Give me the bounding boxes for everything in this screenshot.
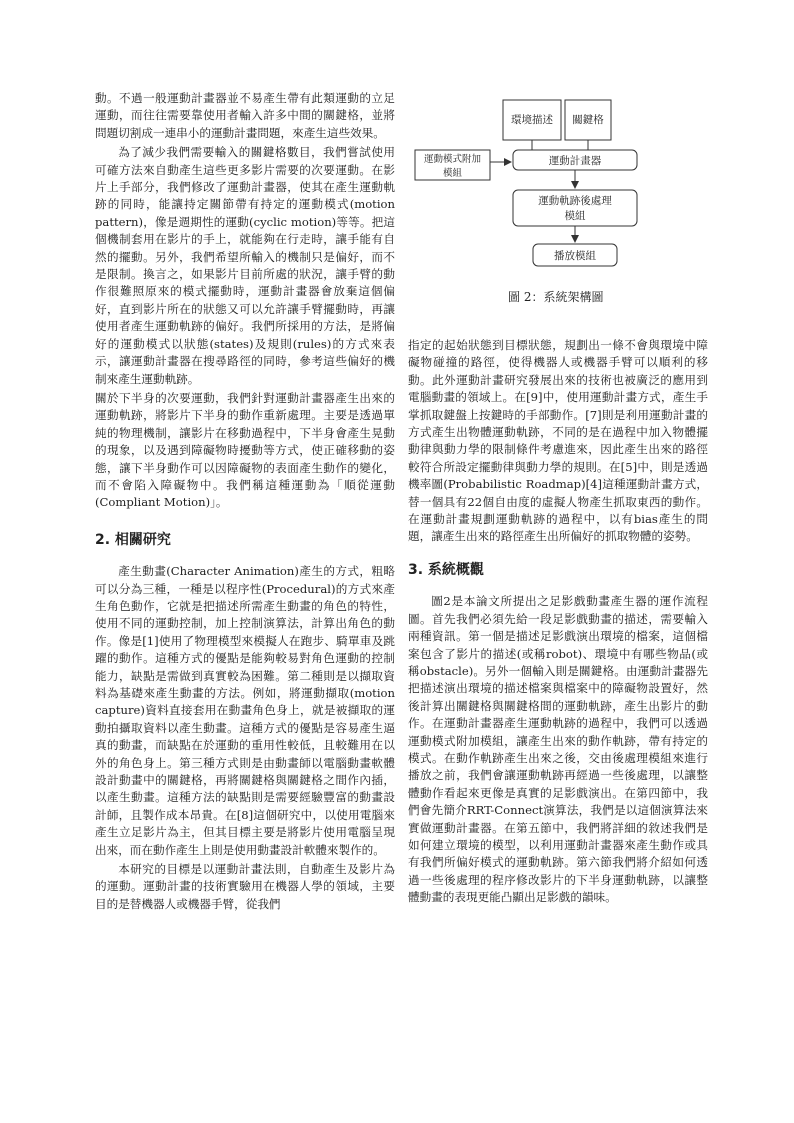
body-paragraph: 本研究的目標是以運動計畫法則，自動產生及影片為的運動。運動計畫的技術實驗用在機器人學的領域，主要目的是替機器人或機器手臂，從我們 bbox=[95, 862, 395, 911]
section-heading-related-work: 2. 相關研究 bbox=[95, 531, 171, 548]
env-description-label: 環境描述 bbox=[511, 114, 553, 126]
body-paragraph: 關於下半身的次要運動，我們針對運動計畫器產生出來的運動軌跡，將影片下半身的動作重新處理。主要是透過單純的物理機制，讓影片在移動過程中，下半身會產生晃動的現象，以及遇到障礙物時擾動等方式，使正確移動的姿態，讓下半身動作可以因障礙物的表面產生動作的變化，而不會陷入障礙物中。我們稱這種運動為「順從運動(Compliant Motion)」。 bbox=[95, 390, 395, 510]
left-column bbox=[95, 90, 395, 915]
figure-caption: 圖 2：系統架構圖 bbox=[508, 290, 604, 304]
pattern-module-label-2: 模組 bbox=[442, 168, 462, 179]
right-column bbox=[408, 337, 708, 909]
post-process-label-2: 模組 bbox=[564, 210, 586, 222]
keyframe-label: 關鍵格 bbox=[572, 114, 604, 126]
body-paragraph: 為了減少我們需要輸入的關鍵格數目，我們嘗試使用可確方法來自動產生這些更多影片需要的次要運動。在影片上手部分，我們修改了運動計畫器，使其在產生運動軌跡的同時，能讓持定關節帶有持定的運動模式(motion pattern)，像是週期性的運動(cyclic motion)等等。把這個機制套用在影片的手上，就能夠在行走時，讓手能有自然的擺動。另外，我們希望所輸入的機制只是偏好，而不是限制。換言之，如果影片目前所處的狀況，讓手臂的動作很難照原來的模式擺動時，運動計畫器會放棄這個偏好，直到影片所在的狀態又可以允許讓手臂擺動時，再讓使用者產生運動軌跡的偏好。我們所採用的方法，是將偏好的運動模式以狀態(states)及規則(rules)的方式來表示，讓運動計畫器在搜尋路徑的同時，參考這些偏好的機制來產生運動軌跡。 bbox=[95, 145, 395, 386]
pattern-module-label-1: 運動模式附加 bbox=[423, 154, 481, 165]
post-process-label-1: 運動軌跡後處理 bbox=[538, 195, 612, 207]
body-paragraph: 圖2是本論文所提出之足影戲動畫產生器的運作流程圖。首先我們必須先給一段足影戲動畫的描述，需要輸入兩種資訊。第一個是描述足影戲演出環境的檔案，這個檔案包含了影片的描述(或稱robot)、環境中有哪些物品(或稱obstacle)。另外一個輸入則是關鍵格。由運動計畫器先把描述演出環境的描述檔案與檔案中的障礙物設置好，然後計算出關鍵格與關鍵格間的運動軌跡，產生出影片的動作。在運動計畫器產生運動軌跡的過程中，我們可以透過運動模式附加模組，讓產生出來的動作軌跡，帶有持定的模式。在動作軌跡產生出來之後，交由後處理模組來進行播放之前，我們會讓運動軌跡再經過一些後處理，以讓整體動作看起來更像是真實的足影戲演出。在第四節中，我們會先簡介RRT-Connect演算法，我們是以這個演算法來實做運動計畫器。在第五節中，我們將詳細的敘述我們是如何建立環境的模型，以利用運動計畫器來產生動作或具有我們所偏好模式的運動軌跡。第六節我們將介紹如何透過一些後處理的程序修改影片的下半身運動軌跡，以讓整體動畫的表現更能凸顯出足影戲的韻味。 bbox=[408, 594, 708, 905]
section-heading-system-overview: 3. 系統概觀 bbox=[408, 561, 484, 578]
playback-label: 播放模組 bbox=[554, 250, 596, 262]
system-architecture-figure bbox=[405, 90, 715, 310]
body-paragraph: 產生動畫(Character Animation)產生的方式，粗略可以分為三種，一種是以程序性(Procedural)的方式來產生角色動作，它就是把描述所需產生動畫的角色的特性，使用不同的運動控制，加上控制演算法，計算出角色的動作。像是[1]使用了物理模型來模擬人在跑步、騎單車及跳躍的動作。這種方式的優點是能夠較易對角色運動的控制能力，缺點是需做到真實較為困難。第二種則是以擷取資料為基礎來產生動畫的方法。例如，將運動擷取(motion capture)資料直接套用在動畫角色身上，就是被擷取的運動拍攝取資料以產生動畫。這種方式的優點是容易產生逼真的動畫，而缺點在於運動的重用性較低，且較難用在以外的角色身上。第三種方式則是由動畫師以電腦動畫軟體設計動畫中的關鍵格，再將關鍵格與關鍵格之間作內插，以產生動畫。這種方法的缺點則是需要經驗豐富的動畫設計師，且製作成本昂貴。在[8]這個研究中，以使用電腦來產生立足影片為主，但其目標主要是將影片使用電腦呈現出來，而在動作產生上則是使用動畫設計軟體來製作的。 bbox=[95, 564, 395, 857]
motion-planner-label: 運動計畫器 bbox=[548, 155, 602, 167]
body-paragraph: 動。不過一般運動計畫器並不易產生帶有此類運動的立足運動，而往往需要靠使用者輸入許多中間的關鍵格，並將問題切割成一連串小的運動計畫問題，來產生這些效果。 bbox=[95, 91, 395, 140]
body-paragraph: 指定的起始狀態到目標狀態，規劃出一條不會與環境中障礙物碰撞的路徑，使得機器人或機器手臂可以順利的移動。此外運動計畫研究發展出來的技術也被廣泛的應用到電腦動畫的領域上。在[9]中，使用運動計畫方式，產生手掌抓取鍵盤上按鍵時的手部動作。[7]則是利用運動計畫的方式產生出物體運動軌跡，不同的是在過程中加入物體擺動律與動力學的限制條件考慮進來，因此產生出來的路徑較符合所設定擺動律與動力學的規則。在[5]中，則是透過機率圖(Probabilistic Roadmap)[4]這種運動計畫方式，替一個具有22個自由度的虛擬人物產生抓取東西的動作。在運動計畫規劃運動軌跡的過程中，以有bias產生的問題，讓產生出來的路徑產生出所偏好的抓取物體的姿勢。 bbox=[408, 338, 708, 544]
